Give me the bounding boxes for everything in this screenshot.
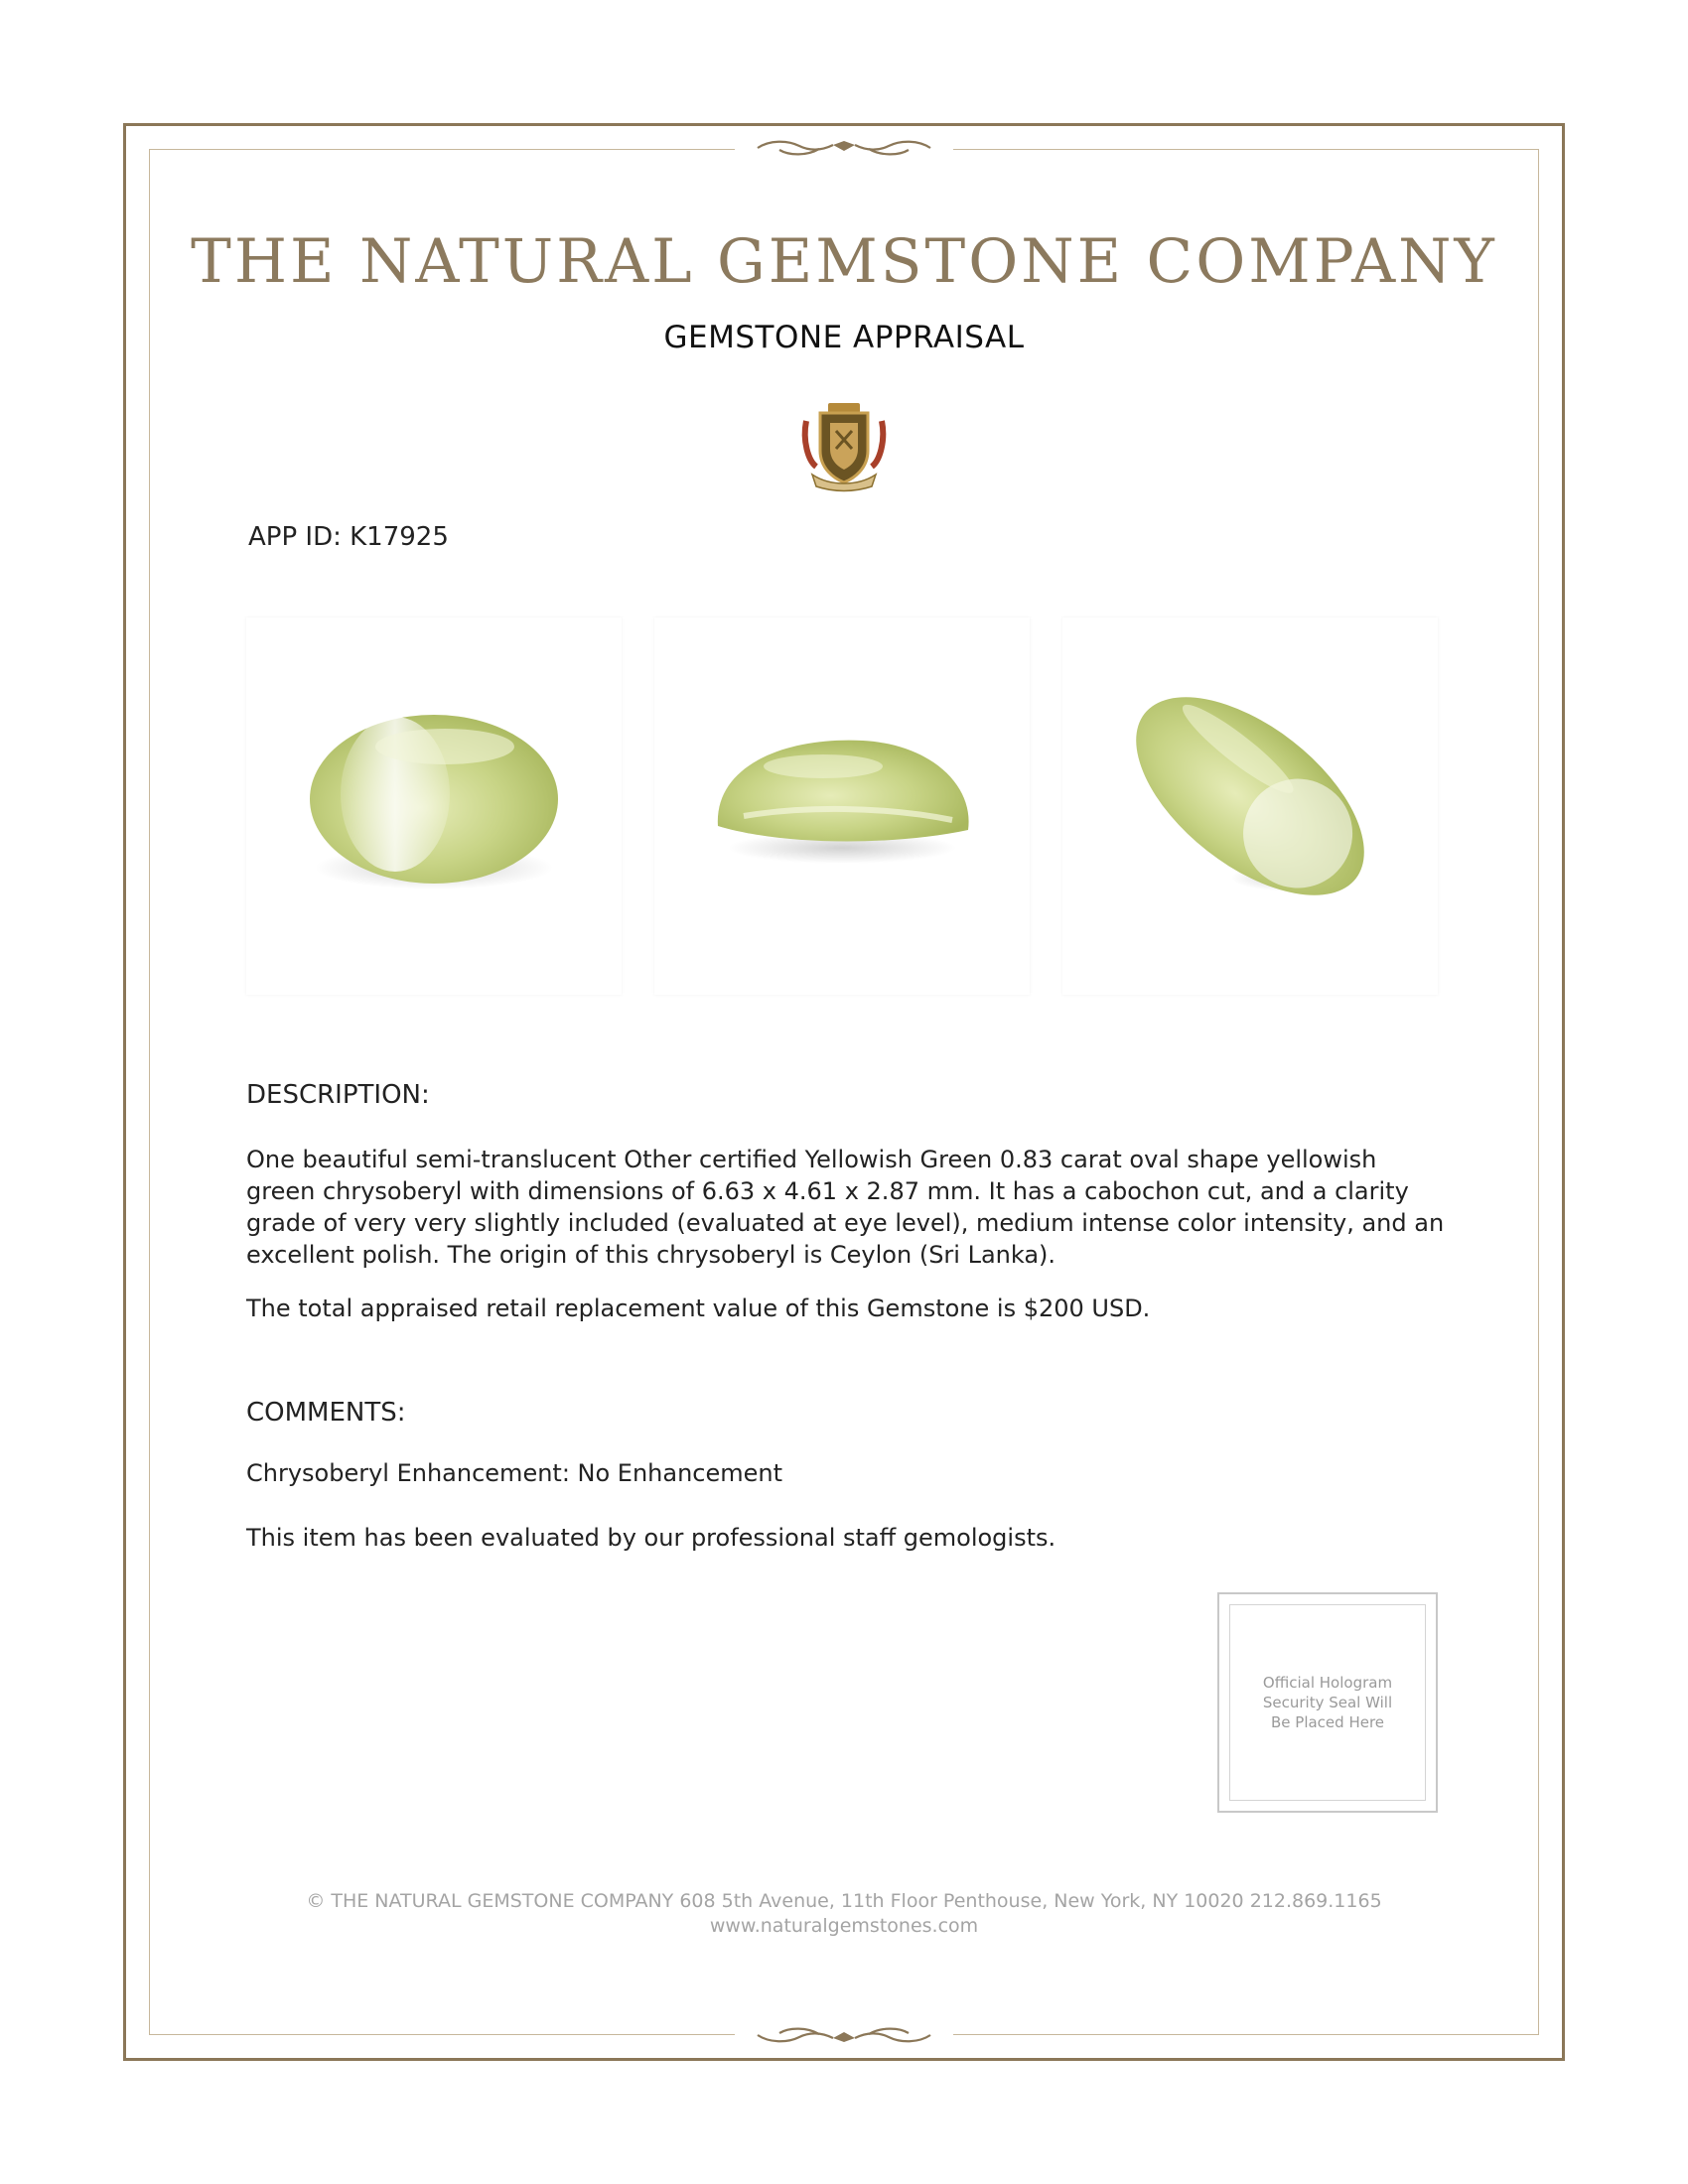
company-name: THE NATURAL GEMSTONE COMPANY [191,226,1497,297]
description-heading: DESCRIPTION: [246,1080,430,1110]
top-ornament-icon [735,133,953,163]
gemstone-photo-side [654,617,1030,995]
gemstone-side-view-icon [654,617,1030,995]
evaluation-comment: This item has been evaluated by our professional staff gemologists. [246,1524,1056,1552]
comments-heading: COMMENTS: [246,1398,406,1428]
description-text: One beautiful semi-translucent Other certified Yellowish Green 0.83 carat oval shape yellowish green chrysoberyl with dimensions of 6.63 x 4.61 x 2.87 mm. It has a cabochon cut, and a clarity grade of very very slightly included (evaluated at eye level), medium intense color intensity, and an excellent polish. The origin of this chrysoberyl is Ceylon (Sri Lanka). [246,1146,1445,1269]
gemstone-photo-angled [1062,617,1438,995]
hologram-seal-box [1217,1592,1438,1813]
hologram-seal-inner [1229,1604,1426,1801]
footer-address: © THE NATURAL GEMSTONE COMPANY 608 5th Avenue, 11th Floor Penthouse, New York, NY 10020 212.869.1165 [306,1890,1382,1912]
bottom-ornament-icon [735,2020,953,2050]
gemstone-angled-view-icon [1062,617,1438,995]
footer-website: www.naturalgemstones.com [709,1915,979,1937]
gemstone-top-view-icon [246,617,622,995]
app-id: APP ID: K17925 [248,522,449,552]
gemstone-photo-top [246,617,622,995]
hologram-seal-text: Official Hologram Security Seal Will Be Placed Here [1262,1674,1393,1731]
enhancement-comment: Chrysoberyl Enhancement: No Enhancement [246,1459,783,1487]
document-title: GEMSTONE APPRAISAL [663,320,1025,355]
appraised-value-text: The total appraised retail replacement value of this Gemstone is $200 USD. [246,1295,1151,1322]
heraldic-crest-icon [800,401,888,492]
